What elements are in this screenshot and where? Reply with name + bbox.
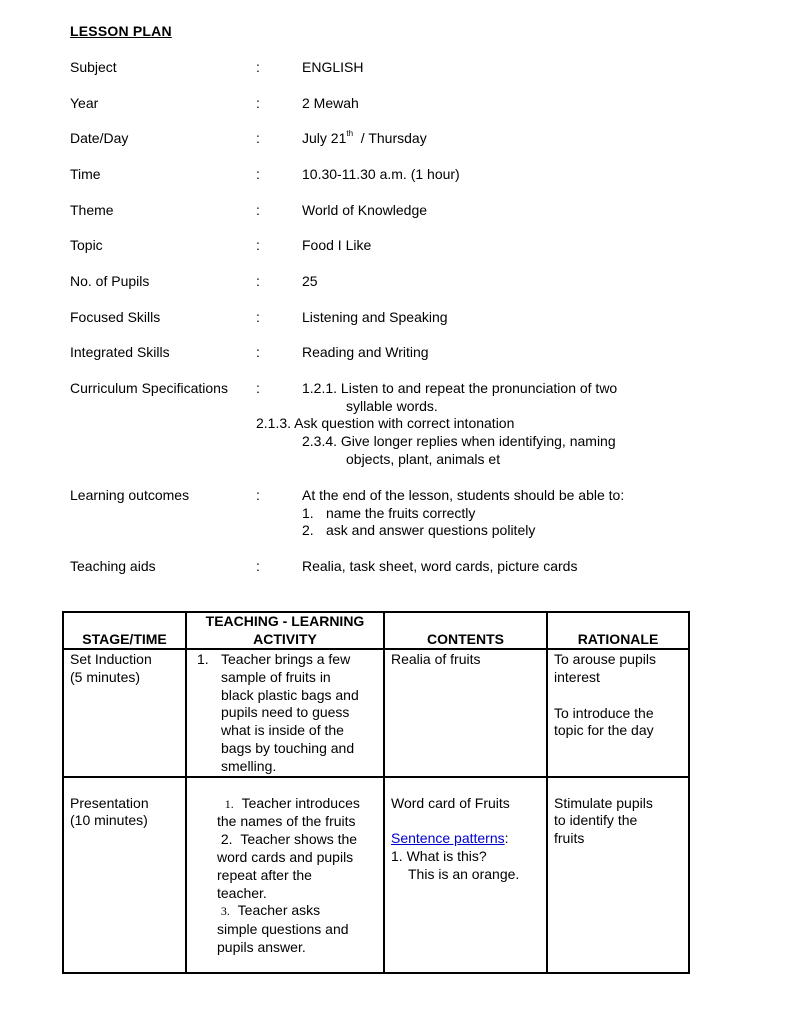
field-colon: : [256,487,260,503]
field-subject [0,59,791,79]
outcome-text: ask and answer questions politely [326,522,536,538]
activity-line: simple questions and [217,921,349,938]
outcome-text: name the fruits correctly [326,505,476,521]
activity-number: 3. [220,904,230,919]
activity-text: Teacher shows the [240,831,358,848]
activity-line: pupils need to guess [221,704,350,721]
field-colon: : [256,130,260,146]
cell-stage [63,649,186,777]
stage-time: (10 minutes) [70,812,148,829]
field-time [0,166,791,186]
curriculum-line: 2.1.3. Ask question with correct intonation [256,415,515,431]
lesson-table [62,611,690,974]
activity-line: teacher. [217,884,267,901]
contents-text: Realia of fruits [391,651,481,667]
activity-line: the names of the fruits [217,813,356,830]
activity-line [217,831,377,849]
field-topic [0,237,791,257]
sentence-patterns-link[interactable]: Sentence patterns [391,830,505,847]
outcomes-intro: At the end of the lesson, students should be able to: [302,487,625,503]
field-value: 25 [302,273,318,289]
stage-name: Set Induction [70,651,152,667]
activity-number: 1. [197,651,209,667]
activity-line: word cards and pupils [217,848,354,865]
curriculum-line: syllable words. [346,398,438,414]
rationale-line: topic for the day [554,722,654,739]
header-stage-time: STAGE/TIME [63,612,186,649]
rationale-line: To introduce the [554,704,654,721]
header-rationale: RATIONALE [547,612,689,649]
activity-line: pupils answer. [217,938,306,955]
field-date-day [0,130,791,150]
table-row [63,777,689,973]
activity-text: Teacher asks [237,902,321,919]
activity-line: smelling. [221,757,277,774]
date-weekday: / Thursday [353,130,427,146]
field-colon: : [256,166,260,182]
field-colon: : [256,95,260,111]
contents-colon: : [504,830,509,847]
cell-rationale [547,649,689,777]
outcome-number: 1. [302,505,314,521]
field-focused-skills [0,309,791,329]
field-value: World of Knowledge [302,202,428,218]
table-header-row [63,612,689,649]
activity-item [197,651,377,776]
activity-line: what is inside of the [221,722,344,739]
header-activity-line: ACTIVITY [253,630,317,647]
field-label: Focused Skills [70,309,161,325]
field-label: Theme [70,202,114,218]
field-learning-outcomes [0,487,791,507]
stage-time: (5 minutes) [70,668,141,685]
field-value: ENGLISH [302,59,364,75]
field-theme [0,202,791,222]
cell-rationale [547,777,689,973]
rationale-line: interest [554,668,600,685]
field-colon: : [256,59,260,75]
activity-number: 2. [220,831,233,848]
rationale-line: fruits [554,830,585,847]
field-label: Integrated Skills [70,344,170,360]
date-ordinal: th [346,129,354,138]
field-label: Learning outcomes [70,487,190,503]
cell-contents [384,777,547,973]
field-value: Reading and Writing [302,344,429,360]
page-title: LESSON PLAN [70,23,172,39]
field-colon: : [256,309,260,325]
field-value: 10.30-11.30 a.m. (1 hour) [302,166,460,182]
contents-text: Word card of Fruits [391,794,510,811]
contents-answer: This is an orange. [408,865,520,882]
activity-line: black plastic bags and [221,686,359,703]
field-pupils [0,273,791,293]
stage-name: Presentation [70,794,149,811]
field-label: Teaching aids [70,558,156,574]
header-activity-line: TEACHING - LEARNING [205,613,365,629]
curriculum-line: 2.3.4. Give longer replies when identifying, naming [302,433,616,449]
field-label: Curriculum Specifications [70,380,228,396]
header-contents: CONTENTS [384,612,547,649]
table-row [63,649,689,777]
field-colon: : [256,202,260,218]
activity-line: repeat after the [217,866,312,883]
field-label: Time [70,166,101,182]
curriculum-line: 1.2.1. Listen to and repeat the pronunciation of two [302,380,618,396]
field-value: Food I Like [302,237,372,253]
outcome-item [302,505,476,521]
outcome-item [302,522,536,538]
field-value: 2 Mewah [302,95,359,111]
field-year [0,95,791,115]
outcome-number: 2. [302,522,314,538]
field-value: Listening and Speaking [302,309,448,325]
contents-line [391,830,540,848]
field-label: No. of Pupils [70,273,150,289]
activity-text: Teacher introduces [241,794,360,811]
field-value: Realia, task sheet, word cards, picture cards [302,558,578,574]
activity-line: sample of fruits in [221,668,331,685]
field-value [302,130,427,146]
cell-activity [186,649,384,777]
rationale-line: To arouse pupils [554,651,656,667]
curriculum-line: objects, plant, animals et [346,451,501,467]
field-label: Subject [70,59,117,75]
field-label: Date/Day [70,130,129,146]
activity-line [217,795,377,814]
field-colon: : [256,558,260,574]
date-main: July 21 [302,130,347,146]
field-colon: : [256,344,260,360]
field-label: Topic [70,237,103,253]
activity-line [217,902,377,921]
field-label: Year [70,95,99,111]
header-activity [186,612,384,649]
field-colon: : [256,273,260,289]
rationale-line: Stimulate pupils [554,794,653,811]
activity-number: 1. [224,796,234,811]
cell-contents [384,649,547,777]
activity-line: bags by touching and [221,739,355,756]
rationale-line: to identify the [554,812,638,829]
cell-stage [63,777,186,973]
cell-activity [186,777,384,973]
field-colon: : [256,380,260,396]
field-teaching-aids [0,558,791,578]
field-colon: : [256,237,260,253]
activity-line: Teacher brings a few [221,651,351,667]
contents-question: 1. What is this? [391,848,487,865]
field-integrated-skills [0,344,791,364]
field-curriculum [0,380,791,400]
